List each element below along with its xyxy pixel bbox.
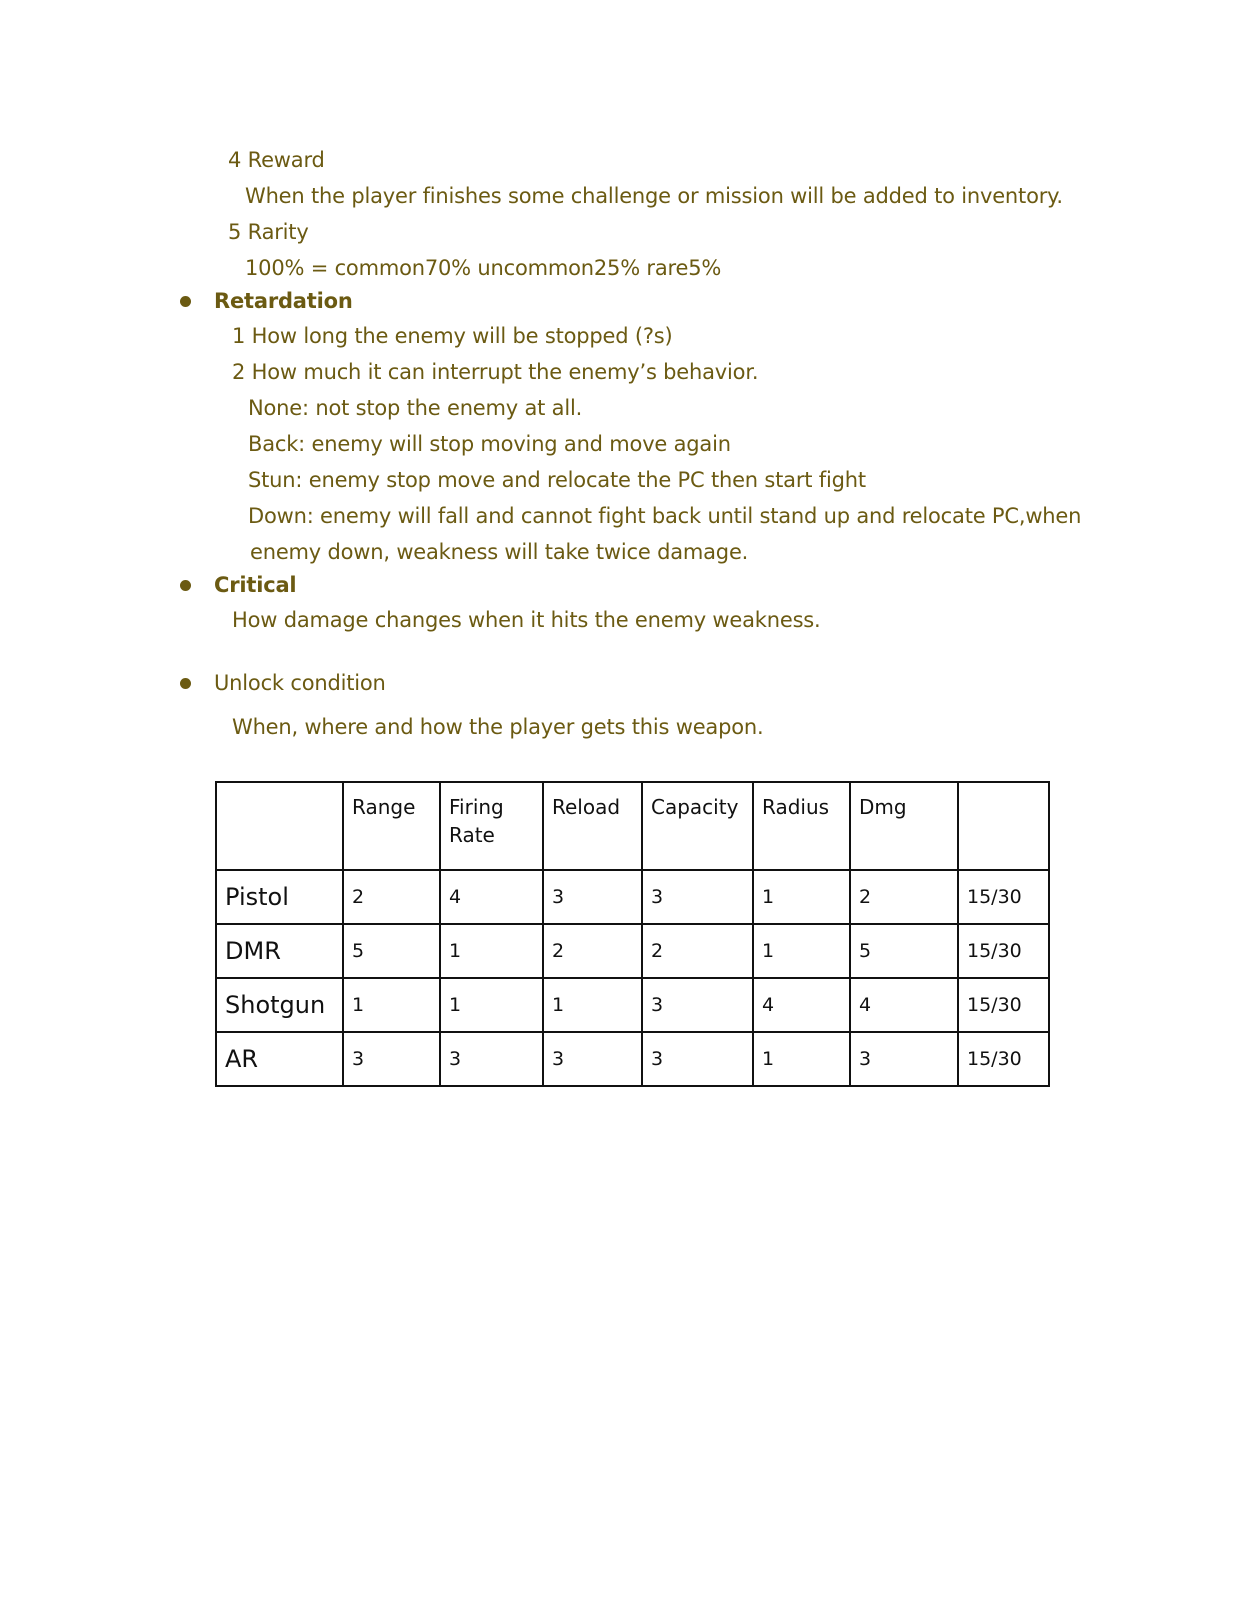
table-cell: 3 [343,1032,440,1086]
table-cell: 4 [850,978,958,1032]
table-cell: 5 [343,924,440,978]
retardation-item-1: 1 How long the enemy will be stopped (?s) [232,324,673,348]
table-cell: 2 [642,924,753,978]
bullet-icon [180,296,191,307]
table-header-cell: Firing Rate [440,782,543,870]
retardation-none: None: not stop the enemy at all. [248,396,583,420]
unlock-text: When, where and how the player gets this weapon. [232,715,764,739]
retardation-back: Back: enemy will stop moving and move again [248,432,731,456]
table-row [216,978,1049,1032]
table-cell: 4 [440,870,543,924]
table-cell: 15/30 [958,924,1049,978]
rarity-text: 100% = common70% uncommon25% rare5% [245,256,722,280]
table-cell: 3 [543,870,642,924]
table-cell: 1 [753,1032,850,1086]
table-cell: 1 [440,978,543,1032]
reward-text: When the player finishes some challenge or mission will be added to inventory. [245,184,1063,208]
critical-title: Critical [214,573,297,597]
retardation-down-line-2: enemy down, weakness will take twice damage. [250,540,749,564]
table-cell: 3 [642,978,753,1032]
table-row-header: AR [216,1032,343,1086]
table-cell: 15/30 [958,870,1049,924]
retardation-down-line-1: Down: enemy will fall and cannot fight back until stand up and relocate PC,when [248,504,1082,528]
reward-heading: 4 Reward [228,148,325,172]
weapon-stats-table [215,781,1050,1087]
table-header-cell [958,782,1049,870]
retardation-stun: Stun: enemy stop move and relocate the PC then start fight [248,468,866,492]
table-row [216,1032,1049,1086]
retardation-title: Retardation [214,289,353,313]
table-cell: 2 [850,870,958,924]
table-cell: 3 [850,1032,958,1086]
table-header-row [216,782,1049,870]
table-cell: 1 [753,870,850,924]
table-cell: 1 [543,978,642,1032]
table-row-header: Pistol [216,870,343,924]
table-cell: 1 [343,978,440,1032]
table-row [216,924,1049,978]
unlock-title: Unlock condition [214,671,386,695]
critical-text: How damage changes when it hits the enemy weakness. [232,608,821,632]
table-cell: 3 [642,870,753,924]
table-row-header: DMR [216,924,343,978]
table-row-header: Shotgun [216,978,343,1032]
table-header-cell: Dmg [850,782,958,870]
table-cell: 1 [440,924,543,978]
table-header-cell: Capacity [642,782,753,870]
table-cell: 15/30 [958,978,1049,1032]
table-header-cell: Radius [753,782,850,870]
table-cell: 3 [440,1032,543,1086]
table-cell: 2 [343,870,440,924]
table-header-cell: Reload [543,782,642,870]
table-cell: 2 [543,924,642,978]
table-cell: 3 [642,1032,753,1086]
bullet-icon [180,580,191,591]
rarity-heading: 5 Rarity [228,220,309,244]
table-cell: 5 [850,924,958,978]
table-cell: 1 [753,924,850,978]
table-row [216,870,1049,924]
bullet-icon [180,678,191,689]
table-header-cell [216,782,343,870]
table-cell: 3 [543,1032,642,1086]
table-header-cell: Range [343,782,440,870]
table-cell: 4 [753,978,850,1032]
table-cell: 15/30 [958,1032,1049,1086]
retardation-item-2: 2 How much it can interrupt the enemy’s behavior. [232,360,759,384]
